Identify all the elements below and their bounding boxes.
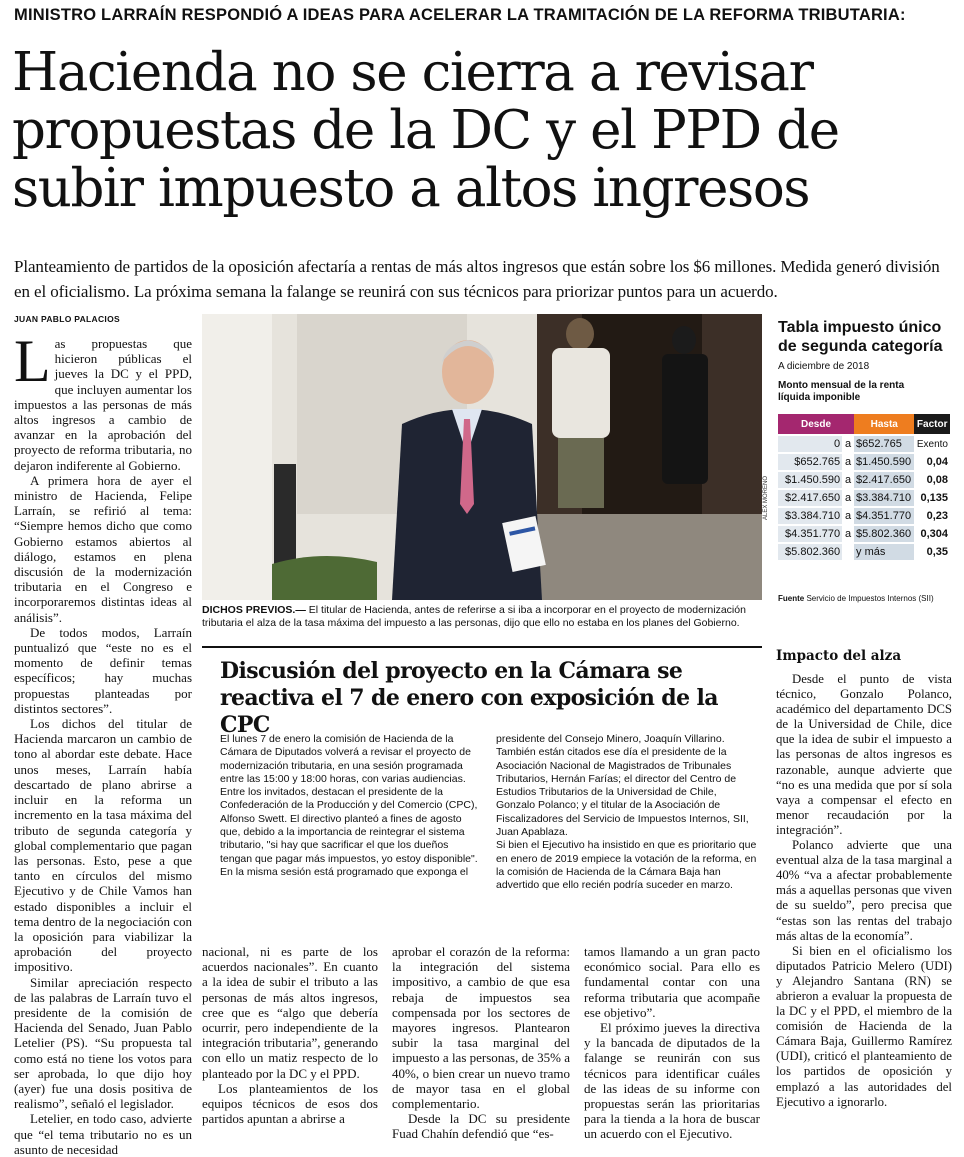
tax-table-row [778, 490, 950, 506]
cell-desde: 0 [778, 436, 842, 452]
sidebar-date: A diciembre de 2018 [778, 361, 870, 372]
article-paragraph: El próximo jueves la directiva y la bancada de diputados de la falange se reunirán con sus técnicos para identificar cuáles de las ideas de su informe con propuestas serán las prioritarias para la tienda a la hora de buscar un acuerdo con el Ejecutivo. [584, 1020, 760, 1142]
cell-hasta: $4.351.770 [854, 508, 914, 524]
header-hasta: Hasta [854, 414, 914, 434]
article-paragraph: nacional, ni es parte de los acuerdos nacionales”. En cuanto a la idea de subir el tributo a las personas de más altos ingresos, cree que es “algo que debería ocurrir, pero independiente de la integración tributaria”, generando con ello un matiz respecto de lo planteado por la DC y el PPD. [202, 944, 378, 1081]
box-paragraph: En la misma sesión está programado que exponga el [220, 865, 469, 878]
cell-hasta: y más [854, 544, 914, 560]
headline-line: Hacienda no se cierra a revisar [12, 42, 813, 103]
box-column-2 [496, 733, 758, 893]
article-paragraph: Los planteamientos de los equipos técnicos de esos dos partidos apuntan a abrirse a [202, 1080, 378, 1127]
article-column-1 [14, 328, 192, 1157]
cell-a [842, 544, 854, 560]
sidebar-title: Tabla impuesto único de segunda categoría [778, 319, 943, 355]
cell-a: a [845, 510, 852, 522]
article-paragraph: Las propuestas que hicieron públicas el jueves la DC y el PPD, que incluyen aumentar los impuestos a las personas de más altos ingresos a cambio de avanzar en la aprobación del proyecto de reforma tributaria, no dejaron indiferente al Gobierno. [14, 328, 192, 473]
table-source: Fuente Servicio de Impuestos Internos (SII) [778, 594, 934, 603]
cell-desde: $3.384.710 [778, 508, 842, 524]
box-column-1 [220, 733, 480, 879]
headline-line: subir impuesto a altos ingresos [12, 158, 810, 219]
caption-lead: DICHOS PREVIOS.— [202, 604, 306, 616]
cell-hasta: $1.450.590 [854, 454, 914, 470]
header-desde: Desde [778, 414, 854, 434]
cell-factor: 0,23 [926, 510, 948, 522]
tax-table-row [778, 472, 950, 488]
article-paragraph: Si bien en el oficialismo los diputados Patricio Melero (UDI) y Alejandro Santana (RN) se abrieron a evaluar la propuesta de la DC y el PPD, el miembro de la comisión de Hacienda de la Cámara Baja, Guillermo Ramírez (UDI), criticó el planteamiento de los partidos de oposición y emplazó a las autoridades del Ejecutivo a ignorarlo. [776, 943, 952, 1109]
article-paragraph: Desde el punto de vista técnico, Gonzalo Polanco, académico del departamento DCS de la Universidad de Chile, dice que la idea de subir el impuesto a las personas de altos ingresos es razonable, aunque advierte que “no es una medida que por sí sola vaya a compensar el efecto en menor recaudación por la integración”. [776, 672, 952, 837]
cell-a: a [845, 528, 852, 540]
cell-desde: $2.417.650 [778, 490, 842, 506]
cell-factor: 0,304 [920, 528, 948, 540]
header-factor: Factor [914, 414, 950, 434]
cell-factor: 0,08 [926, 474, 948, 486]
drop-cap: L [14, 328, 51, 394]
cell-a: a [845, 438, 852, 450]
kicker: MINISTRO LARRAÍN RESPONDIÓ A IDEAS PARA ACELERAR LA TRAMITACIÓN DE LA REFORMA TRIBUTARIA: [14, 6, 906, 24]
photo-caption: DICHOS PREVIOS.— El titular de Hacienda, antes de referirse a si iba a incorporar en el proyecto de modernización tributaria el alza de la tasa máxima del impuesto a las personas, dijo que ello no estaba en los planes del Gobierno. [202, 604, 746, 629]
cell-factor: 0,35 [926, 546, 948, 558]
article-paragraph: Desde la DC su presidente Fuad Chahín defendió que “es- [392, 1111, 570, 1142]
impacto-column [776, 672, 952, 1110]
article-paragraph: tamos llamando a un gran pacto económico social. Para ello es fundamental contar con una reforma tributaria que acompañe ese objetivo”. [584, 944, 760, 1020]
byline: JUAN PABLO PALACIOS [14, 314, 120, 324]
cell-desde: $5.802.360 [778, 544, 842, 560]
lead-paragraph: Planteamiento de partidos de la oposición afectaría a rentas de más altos ingresos que están sobre los $6 millones. Medida generó división en el oficialismo. La próxima semana la falange se reunirá con sus técnicos para priorizar puntos para un acuerdo. [14, 257, 940, 301]
article-paragraph: Polanco advierte que una eventual alza de la tasa marginal a 40% “va a afectar probablemente más a aquellas personas que viven de su sueldo”, pero precisa que “estas son las rentas del trabajo más altas de la economía”. [776, 838, 952, 943]
cell-desde: $1.450.590 [778, 472, 842, 488]
tax-table-row [778, 544, 950, 560]
cell-desde: $652.765 [778, 454, 842, 470]
cell-desde: $4.351.770 [778, 526, 842, 542]
cell-hasta: $652.765 [854, 436, 914, 452]
article-column-3 [392, 944, 570, 1142]
cell-factor: 0,135 [920, 492, 948, 504]
headline [12, 44, 957, 218]
cell-hasta: $5.802.360 [854, 526, 914, 542]
tax-table-row [778, 436, 950, 452]
sidebar-label: Monto mensual de la renta líquida imponible [778, 380, 905, 403]
cell-a: a [845, 474, 852, 486]
cell-hasta: $3.384.710 [854, 490, 914, 506]
article-paragraph: aprobar el corazón de la reforma: la integración del sistema impositivo, a cambio de que esa rebaja de impuestos sea compensada por los sectores de mayores ingresos. Plantearon subir la tasa marginal del impuesto a las personas, de 35% a 40%, o bien crear un nuevo tramo de mayor tasa en el global complementario. [392, 944, 570, 1112]
article-column-2 [202, 944, 378, 1126]
photo-credit: ALEX MORENO [763, 475, 769, 520]
tax-table-row [778, 454, 950, 470]
box-rule [202, 646, 762, 648]
cell-hasta: $2.417.650 [854, 472, 914, 488]
tax-table-row [778, 526, 950, 542]
article-paragraph: Similar apreciación respecto de las palabras de Larraín tuvo el presidente de la comisión de Hacienda del Senado, Juan Pablo Letelier (PS). “Su propuesta tal como está no tiene los votos para ser aprobada, lo que dijo hoy (ayer) fue una dosis positiva de realismo”, señaló el legislador. [14, 974, 192, 1112]
headline-line: propuestas de la DC y el PPD de [12, 100, 839, 161]
cell-factor: Exento [916, 438, 948, 450]
cell-a: a [845, 456, 852, 468]
tax-table-row [778, 508, 950, 524]
article-paragraph: Los dichos del titular de Hacienda marcaron un cambio de tono al abordar este debate. Hace unos meses, Larraín había descartado de plano abrirse a incluir en la reforma un incremento en la tasa máxima del tributo de segunda categoría y global complementario que pagan las personas. Esto, pese a que tanto en círculos del mismo Ejecutivo y de Chile Vamos han estado disponibles a incluir el tema dentro de la negociación con la oposición para viabilizar la aprobación del proyecto impositivo. [14, 716, 192, 975]
article-paragraph: Letelier, en todo caso, advierte que “el tema tributario no es un asunto de necesidad [14, 1111, 192, 1157]
box-paragraph: presidente del Consejo Minero, Joaquín Villarino. También están citados ese día el presidente de la Asociación Nacional de Magistrados de Tribunales Tributarios, Hernán Farías; el director del Centro de Estudios Tributarios de la Universidad de Chile, Gonzalo Polanco; y el titular de la Asociación de Fiscalizadores del Servicio de Impuestos Internos, SII, Juan Apablaza. [496, 733, 749, 839]
tax-table-header [778, 414, 950, 434]
photo-illustration [202, 314, 762, 600]
tax-table [778, 412, 950, 562]
article-column-4 [584, 944, 760, 1142]
cell-a: a [845, 492, 852, 504]
impacto-title: Impacto del alza [776, 648, 902, 664]
news-photo [202, 314, 762, 600]
box-paragraph: El lunes 7 de enero la comisión de Hacienda de la Cámara de Diputados volverá a revisar el proyecto de modernización tributaria, en una sesión programada entre las 15:00 y 18:00 horas, con varias audiencias. Entre los invitados, destacan el presidente de la Confederación de la Producción y del Comercio (CPC), Alfonso Swett. El directivo planteó a fines de agosto que, debido a la importancia de reintegrar el sistema tributario, "si hay que sacrificar el que los dueños tengan que pagar más impuestos, yo estoy disponible". [220, 733, 478, 865]
cell-factor: 0,04 [926, 456, 948, 468]
box-title: Discusión del proyecto en la Cámara se reactiva el 7 de enero con exposición de la CPC [220, 658, 718, 738]
article-paragraph: A primera hora de ayer el ministro de Hacienda, Felipe Larraín, se refirió al tema: “Siempre hemos dicho que como Gobierno estamos abiertos al diálogo, estamos en plena discusión de la modernización tributaria en el Congreso e incorporaremos distintas ideas al análisis”. [14, 472, 192, 625]
article-paragraph: De todos modos, Larraín puntualizó que “este no es el momento de definir temas específicos; hay muchas propuestas planteadas por distintos sectores”. [14, 624, 192, 716]
box-paragraph: Si bien el Ejecutivo ha insistido en que es prioritario que en enero de 2019 empiece la votación de la reforma, en la comisión de Hacienda de la Cámara Baja han advertido que ello recién podría suceder en marzo. [496, 839, 757, 892]
